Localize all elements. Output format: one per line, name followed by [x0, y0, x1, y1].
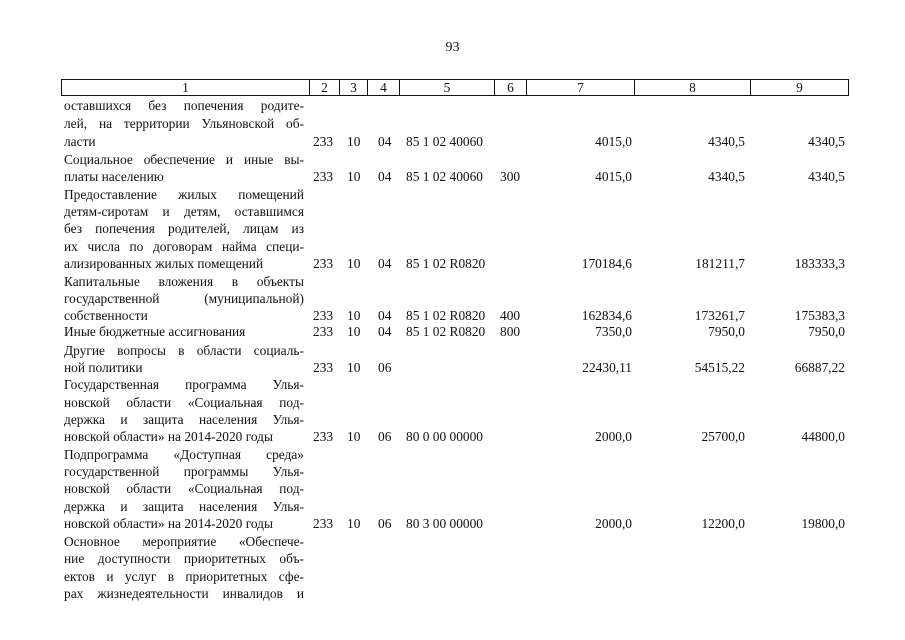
cell-amount-col9: 4340,5 [808, 169, 845, 184]
cell-amount-col8: 4340,5 [708, 169, 745, 184]
header-col-2: 2 [321, 80, 328, 95]
cell-amount-col8: 25700,0 [701, 429, 745, 444]
cell-subsection-code: 04 [378, 134, 392, 149]
header-col-9: 9 [796, 80, 803, 95]
cell-section-code: 10 [347, 360, 361, 375]
cell-amount-col7: 162834,6 [581, 308, 632, 323]
cell-amount-col8: 173261,7 [694, 308, 745, 323]
row-text-line: Государственная программа Улья- [64, 377, 304, 392]
cell-ministry-code: 233 [313, 516, 334, 531]
cell-amount-col9: 4340,5 [808, 134, 845, 149]
row-text-line: собственности [64, 308, 148, 323]
cell-expense-type: 300 [500, 169, 521, 184]
row-text-line: детям-сиротам и детям, оставшимся [64, 204, 304, 219]
cell-ministry-code: 233 [313, 169, 334, 184]
row-text-line: Другие вопросы в области социаль- [64, 343, 304, 358]
cell-section-code: 10 [347, 134, 361, 149]
cell-ministry-code: 233 [313, 134, 334, 149]
cell-target-code: 85 1 02 R0820 [406, 308, 486, 323]
cell-amount-col7: 2000,0 [595, 429, 632, 444]
row-text-line: Основное мероприятие «Обеспече- [64, 534, 304, 549]
cell-subsection-code: 04 [378, 256, 392, 271]
cell-amount-col8: 181211,7 [695, 256, 745, 271]
cell-section-code: 10 [347, 308, 361, 323]
row-text-line: новской области» на 2014-2020 годы [64, 429, 273, 444]
cell-target-code: 80 0 00 00000 [406, 429, 483, 444]
cell-subsection-code: 06 [378, 429, 392, 444]
cell-amount-col8: 54515,22 [694, 360, 745, 375]
cell-amount-col8: 7950,0 [708, 324, 745, 339]
row-text-line: оставшихся без попечения родите- [64, 98, 304, 113]
cell-subsection-code: 04 [378, 324, 392, 339]
cell-target-code: 85 1 02 R0820 [406, 324, 486, 339]
row-text-line: Капитальные вложения в объекты [64, 274, 304, 289]
cell-expense-type: 400 [500, 308, 521, 323]
row-text-line: рах жизнедеятельности инвалидов и [64, 586, 304, 601]
cell-amount-col9: 44800,0 [801, 429, 845, 444]
header-col-3: 3 [350, 80, 357, 95]
cell-section-code: 10 [347, 169, 361, 184]
row-text-line: Иные бюджетные ассигнования [64, 324, 246, 339]
header-col-6: 6 [507, 80, 514, 95]
cell-ministry-code: 233 [313, 324, 334, 339]
header-col-5: 5 [443, 80, 451, 95]
cell-amount-col9: 175383,3 [794, 308, 845, 323]
row-text-line: ализированных жилых помещений [64, 256, 264, 271]
cell-ministry-code: 233 [313, 308, 334, 323]
cell-ministry-code: 233 [313, 429, 334, 444]
row-text-line: новской области» на 2014-2020 годы [64, 516, 273, 531]
row-text-line: Подпрограмма «Доступная среда» [64, 447, 304, 462]
row-text-line: лей, на территории Ульяновской об- [64, 116, 304, 131]
cell-target-code: 85 1 02 40060 [406, 169, 483, 184]
cell-target-code: 85 1 02 40060 [406, 134, 483, 149]
cell-subsection-code: 06 [378, 516, 392, 531]
row-text-line: государственной программы Улья- [64, 464, 304, 479]
cell-amount-col8: 12200,0 [701, 516, 745, 531]
cell-section-code: 10 [347, 516, 361, 531]
cell-amount-col9: 183333,3 [794, 256, 845, 271]
row-text-line: Социальное обеспечение и иные вы- [64, 152, 304, 167]
row-text-line: ласти [64, 134, 96, 149]
row-text-line: держка и защита населения Улья- [64, 499, 304, 514]
row-text-line: Предоставление жилых помещений [64, 187, 304, 202]
row-text-line: государственной (муниципальной) [64, 291, 304, 306]
cell-amount-col7: 2000,0 [595, 516, 632, 531]
row-text-line: без попечения родителей, лицам из [64, 221, 304, 236]
table-header [61, 79, 849, 96]
cell-amount-col9: 66887,22 [794, 360, 845, 375]
header-col-4: 4 [380, 80, 387, 95]
cell-amount-col7: 7350,0 [595, 324, 632, 339]
header-col-1: 1 [182, 80, 189, 95]
cell-expense-type: 800 [500, 324, 521, 339]
cell-amount-col7: 22430,11 [582, 360, 632, 375]
cell-subsection-code: 04 [378, 169, 392, 184]
row-text-line: ние доступности приоритетных объ- [64, 551, 304, 566]
row-text-line: ной политики [64, 360, 143, 375]
cell-amount-col7: 4015,0 [595, 169, 632, 184]
header-col-8: 8 [689, 80, 696, 95]
row-text-line: платы населению [64, 169, 164, 184]
cell-amount-col7: 4015,0 [595, 134, 632, 149]
cell-amount-col8: 4340,5 [708, 134, 745, 149]
row-text-line: новской области «Социальная под- [64, 481, 304, 496]
cell-section-code: 10 [347, 324, 361, 339]
row-text-line: их числа по договорам найма специ- [64, 239, 304, 254]
cell-subsection-code: 04 [378, 308, 392, 323]
page-number: 93 [445, 40, 460, 55]
cell-section-code: 10 [347, 256, 361, 271]
cell-subsection-code: 06 [378, 360, 392, 375]
cell-amount-col7: 170184,6 [581, 256, 632, 271]
cell-ministry-code: 233 [313, 360, 334, 375]
header-col-7: 7 [577, 80, 584, 95]
row-text-line: новской области «Социальная под- [64, 395, 304, 410]
cell-amount-col9: 7950,0 [808, 324, 845, 339]
cell-target-code: 80 3 00 00000 [406, 516, 483, 531]
cell-target-code: 85 1 02 R0820 [406, 256, 486, 271]
cell-section-code: 10 [347, 429, 361, 444]
row-text-line: держка и защита населения Улья- [64, 412, 304, 427]
cell-amount-col9: 19800,0 [801, 516, 845, 531]
cell-ministry-code: 233 [313, 256, 334, 271]
row-text-line: ектов и услуг в приоритетных сфе- [64, 569, 304, 584]
